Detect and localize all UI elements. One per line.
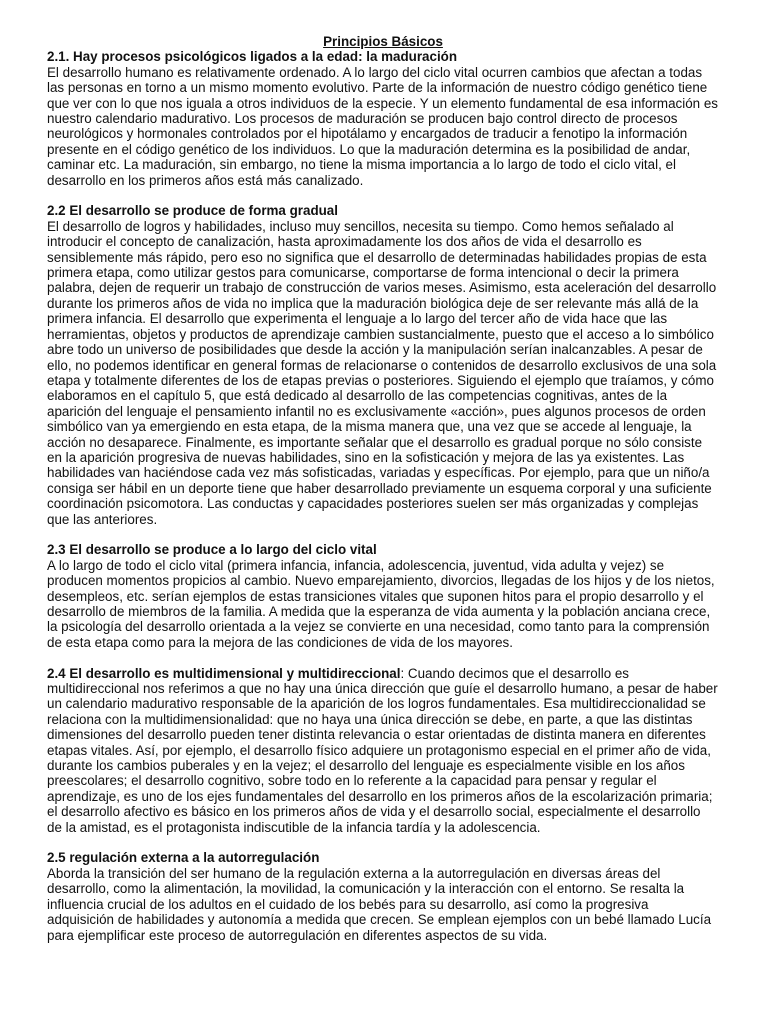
section-2-4 xyxy=(47,666,719,835)
section-paragraph: Aborda la transición del ser humano de la regulación externa a la autorregulación en diversas áreas del desarrollo, como la alimentación, la movilidad, la comunicación y la interacción con el entorno. Se resalta la influencia crucial de los adultos en el cuidado de los bebés para su desarrollo, así como la progresiva adquisición de habilidades y autonomía a medida que crecen. Se emplean ejemplos con un bebé llamado Lucía para ejemplificar este proceso de autorregulación en diferentes aspectos de su vida. xyxy=(47,865,712,943)
section-paragraph xyxy=(47,666,719,835)
section-2-1 xyxy=(47,49,719,188)
section-paragraph: El desarrollo de logros y habilidades, incluso muy sencillos, necesita su tiempo. Como hemos señalado al introducir el concepto de canalización, hasta aproximadamente los dos años de vida el desarrollo es sensiblemente más rápido, pero eso no significa que el desarrollo de determinadas habilidades propias de esta primera etapa, como utilizar gestos para comunicarse, comportarse de forma intencional o decir la primera palabra, dejen de requerir un trabajo de construcción de varios meses. Asimismo, esta aceleración del desarrollo durante los primeros años de vida no implica que la maduración biológica deje de ser relevante más allá de la primera infancia. El desarrollo que experimenta el lenguaje a lo largo del tercer año de vida hace que las herramientas, objetos y productos de aprendizaje cambien sustancialmente, puesto que el acceso a lo simbólico abre todo un universo de posibilidades que desde la acción y la manipulación serían inalcanzables. A pesar de ello, no podemos identificar en general formas de relacionarse o contenidos de desarrollo exclusivos de una sola etapa y totalmente diferentes de los de etapas previas o posteriores. Siguiendo el ejemplo que traíamos, y cómo elaboramos en el capítulo 5, que está dedicado al desarrollo de las competencias cognitivas, antes de la aparición del lenguaje el pensamiento infantil no es exclusivamente «acción», pues algunos procesos de orden simbólico van ya emergiendo en esta etapa, de la misma manera que, una vez que se accede al lenguaje, la acción no desaparece. Finalmente, es importante señalar que el desarrollo es gradual porque no sólo consiste en la aparición progresiva de nuevas habilidades, sino en la sofisticación y mejora de las ya existentes. Las habilidades van haciéndose cada vez más sofisticadas, variadas y específicas. Por ejemplo, para que un niño/a consiga ser hábil en un deporte tiene que haber desarrollado previamente un esquema corporal y una suficiente coordinación psicomotora. Las conductas y capacidades posteriores suelen ser más organizadas y complejas que las anteriores. xyxy=(47,218,717,527)
section-heading: 2.1. Hay procesos psicológicos ligados a la edad: la maduración xyxy=(47,49,458,65)
document-page xyxy=(47,34,719,958)
section-heading: 2.3 El desarrollo se produce a lo largo del ciclo vital xyxy=(47,542,377,558)
section-2-3 xyxy=(47,542,719,650)
section-paragraph: A lo largo de todo el ciclo vital (primera infancia, infancia, adolescencia, juventud, vida adulta y vejez) se producen momentos propicios al cambio. Nuevo emparejamiento, divorcios, llegadas de los hijos y de los nietos, desempleos, etc. serían ejemplos de estas transiciones vitales que suponen hitos para el propio desarrollo y el desarrollo de miembros de la familia. A medida que la esperanza de vida aumenta y la población anciana crece, la psicología del desarrollo orientada a la vejez se convierte en una necesidad, como tanto para la comprensión de esta etapa como para la mejora de las condiciones de vida de los mayores. xyxy=(47,557,715,650)
section-2-5 xyxy=(47,850,719,942)
page-title: Principios Básicos xyxy=(323,34,443,49)
section-heading: 2.5 regulación externa a la autorregulación xyxy=(47,850,320,866)
section-paragraph: El desarrollo humano es relativamente ordenado. A lo largo del ciclo vital ocurren cambios que afectan a todas las personas en torno a un mismo momento evolutivo. Parte de la información de nuestro código genético tiene que ver con lo que nos iguala a otros individuos de la especie. Y un elemento fundamental de esa información es nuestro calendario madurativo. Los procesos de maduración se producen bajo control directo de procesos neurológicos y hormonales controlados por el hipotálamo y encargados de traducir a fenotipo la información presente en el código genético de los individuos. Lo que la maduración determina es la posibilidad de andar, caminar etc. La maduración, sin embargo, no tiene la misma importancia a lo largo de todo el ciclo vital, el desarrollo en los primeros años está más canalizado. xyxy=(47,64,718,188)
section-heading: 2.2 El desarrollo se produce de forma gradual xyxy=(47,203,338,219)
section-heading: 2.4 El desarrollo es multidimensional y multidireccional xyxy=(47,665,401,681)
section-2-2 xyxy=(47,203,719,527)
section-text: : Cuando decimos que el desarrollo es multidireccional nos referimos a que no hay una única dirección que guíe el desarrollo humano, a pesar de haber un calendario madurativo responsable de la aparición de los logros fundamentales. Esa multidireccionalidad se relaciona con la multidimensionalidad: que no haya una única dirección se debe, en parte, a que las distintas dimensiones del desarrollo pueden tener distinta relevancia o estar orientadas de distinta manera en diferentes etapas vitales. Así, por ejemplo, el desarrollo físico adquiere un protagonismo especial en el primer año de vida, durante los cambios puberales y en la vejez; el desarrollo del lenguaje es especialmente visible en los años preescolares; el desarrollo cognitivo, sobre todo en lo referente a la capacidad para pensar y regular el aprendizaje, es uno de los ejes fundamentales del desarrollo en los primeros años de la escolarización primaria; el desarrollo afectivo es básico en los primeros años de vida y el desarrollo social, especialmente el desarrollo de la amistad, es el protagonista indiscutible de la infancia tardía y la adolescencia. xyxy=(47,665,718,835)
